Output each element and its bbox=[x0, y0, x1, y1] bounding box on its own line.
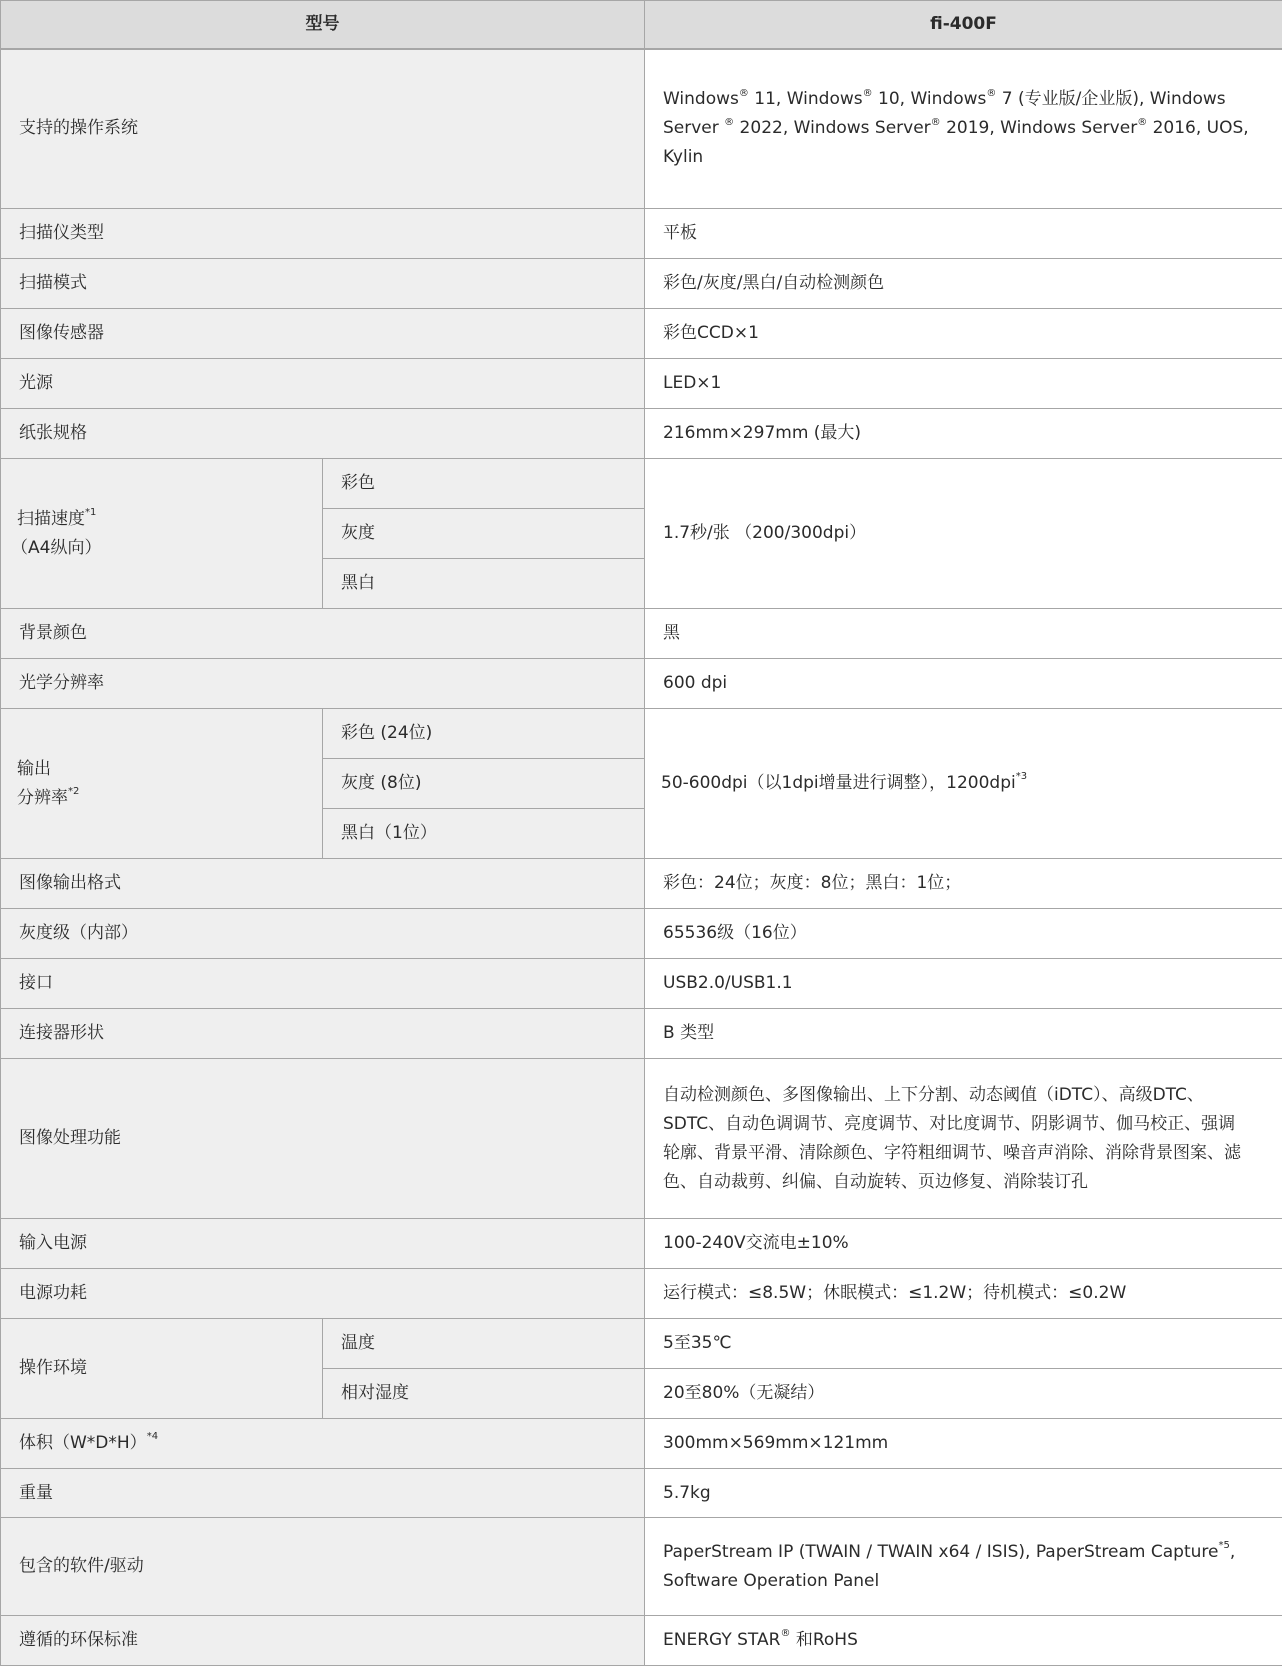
eco-value: ENERGY STAR® 和RoHS bbox=[645, 1616, 1282, 1666]
header-row bbox=[1, 1, 1282, 49]
scanner-type-value: 平板 bbox=[645, 209, 1282, 259]
software-value: PaperStream IP (TWAIN / TWAIN x64 / ISIS), PaperStream Capture$^{*5}$, Software Operation Panel bbox=[645, 1518, 1282, 1616]
output-res-sub-bw: 黑白（1位） bbox=[323, 809, 645, 859]
header-product: fi-400F bbox=[645, 1, 1282, 49]
scan-speed-value: 1.7秒/张 （200/300dpi） bbox=[645, 459, 1282, 609]
row-scan-mode bbox=[1, 259, 1282, 309]
row-environment-temp bbox=[1, 1319, 1282, 1369]
light-source-value: LED×1 bbox=[645, 359, 1282, 409]
scan-speed-sub-color: 彩色 bbox=[323, 459, 645, 509]
power-input-value: 100-240V交流电±10% bbox=[645, 1219, 1282, 1269]
environment-temp-value: 5至35℃ bbox=[645, 1319, 1282, 1369]
environment-temp-label: 温度 bbox=[323, 1319, 645, 1369]
scanner-type-label: 扫描仪类型 bbox=[1, 209, 645, 259]
interface-value: USB2.0/USB1.1 bbox=[645, 959, 1282, 1009]
connector-value: B 类型 bbox=[645, 1009, 1282, 1059]
background-label: 背景颜色 bbox=[1, 609, 645, 659]
row-image-processing bbox=[1, 1059, 1282, 1219]
environment-label: 操作环境 bbox=[1, 1319, 323, 1419]
scan-speed-sub-gray: 灰度 bbox=[323, 509, 645, 559]
image-processing-label: 图像处理功能 bbox=[1, 1059, 645, 1219]
output-res-value: 50-600dpi（以1dpi增量进行调整），1200dpi$^{*3}$ bbox=[645, 709, 1282, 859]
header-model: 型号 bbox=[1, 1, 645, 49]
row-power-consumption bbox=[1, 1269, 1282, 1319]
image-sensor-label: 图像传感器 bbox=[1, 309, 645, 359]
scan-speed-label: 扫描速度$^{*1}$ （A4纵向） bbox=[1, 459, 323, 609]
paper-size-value: 216mm×297mm (最大) bbox=[645, 409, 1282, 459]
row-image-sensor bbox=[1, 309, 1282, 359]
power-consumption-value: 运行模式：≤8.5W；休眠模式：≤1.2W；待机模式：≤0.2W bbox=[645, 1269, 1282, 1319]
power-consumption-label: 电源功耗 bbox=[1, 1269, 645, 1319]
os-value: Windows® 11, Windows® 10, Windows® 7 (专业版/企业版), Windows Server ® 2022, Windows Server® 2019, Windows Server® 2016, UOS, Kylin bbox=[645, 49, 1282, 209]
row-connector bbox=[1, 1009, 1282, 1059]
grayscale-value: 65536级（16位） bbox=[645, 909, 1282, 959]
connector-label: 连接器形状 bbox=[1, 1009, 645, 1059]
row-paper-size bbox=[1, 409, 1282, 459]
environment-humidity-label: 相对湿度 bbox=[323, 1369, 645, 1419]
interface-label: 接口 bbox=[1, 959, 645, 1009]
optical-res-value: 600 dpi bbox=[645, 659, 1282, 709]
output-res-sub-gray: 灰度 (8位) bbox=[323, 759, 645, 809]
scan-speed-sub-bw: 黑白 bbox=[323, 559, 645, 609]
output-format-value: 彩色：24位；灰度：8位；黑白：1位； bbox=[645, 859, 1282, 909]
scan-mode-label: 扫描模式 bbox=[1, 259, 645, 309]
output-res-label: 输出 分辨率$^{*2}$ bbox=[1, 709, 323, 859]
grayscale-label: 灰度级（内部） bbox=[1, 909, 645, 959]
dimensions-value: 300mm×569mm×121mm bbox=[645, 1419, 1282, 1469]
row-light-source bbox=[1, 359, 1282, 409]
row-scanner-type bbox=[1, 209, 1282, 259]
row-power-input bbox=[1, 1219, 1282, 1269]
output-format-label: 图像输出格式 bbox=[1, 859, 645, 909]
output-res-sub-color: 彩色 (24位) bbox=[323, 709, 645, 759]
eco-label: 遵循的环保标准 bbox=[1, 1616, 645, 1666]
row-scan-speed-color bbox=[1, 459, 1282, 509]
optical-res-label: 光学分辨率 bbox=[1, 659, 645, 709]
row-dimensions bbox=[1, 1419, 1282, 1469]
row-weight bbox=[1, 1469, 1282, 1518]
row-software bbox=[1, 1518, 1282, 1616]
weight-label: 重量 bbox=[1, 1469, 645, 1518]
image-processing-value: 自动检测颜色、多图像输出、上下分割、动态阈值（iDTC）、高级DTC、 SDTC、自动色调调节、亮度调节、对比度调节、阴影调节、伽马校正、强调 轮廓、背景平滑、清除颜色、字符粗细调节、噪音声消除、消除背景图案、滤 色、自动裁剪、纠偏、自动旋转、页边修复、消除装订孔 bbox=[645, 1059, 1282, 1219]
row-os bbox=[1, 49, 1282, 209]
row-grayscale bbox=[1, 909, 1282, 959]
row-output-format bbox=[1, 859, 1282, 909]
row-eco bbox=[1, 1616, 1282, 1666]
row-output-res-color bbox=[1, 709, 1282, 759]
weight-value: 5.7kg bbox=[645, 1469, 1282, 1518]
light-source-label: 光源 bbox=[1, 359, 645, 409]
scan-mode-value: 彩色/灰度/黑白/自动检测颜色 bbox=[645, 259, 1282, 309]
row-background bbox=[1, 609, 1282, 659]
image-sensor-value: 彩色CCD×1 bbox=[645, 309, 1282, 359]
paper-size-label: 纸张规格 bbox=[1, 409, 645, 459]
background-value: 黑 bbox=[645, 609, 1282, 659]
row-optical-res bbox=[1, 659, 1282, 709]
dimensions-label: 体积$(W*D*H)^{*4}$ bbox=[1, 1419, 645, 1469]
os-label: 支持的操作系统 bbox=[1, 49, 645, 209]
row-interface bbox=[1, 959, 1282, 1009]
software-label: 包含的软件/驱动 bbox=[1, 1518, 645, 1616]
environment-humidity-value: 20至80%（无凝结） bbox=[645, 1369, 1282, 1419]
power-input-label: 输入电源 bbox=[1, 1219, 645, 1269]
